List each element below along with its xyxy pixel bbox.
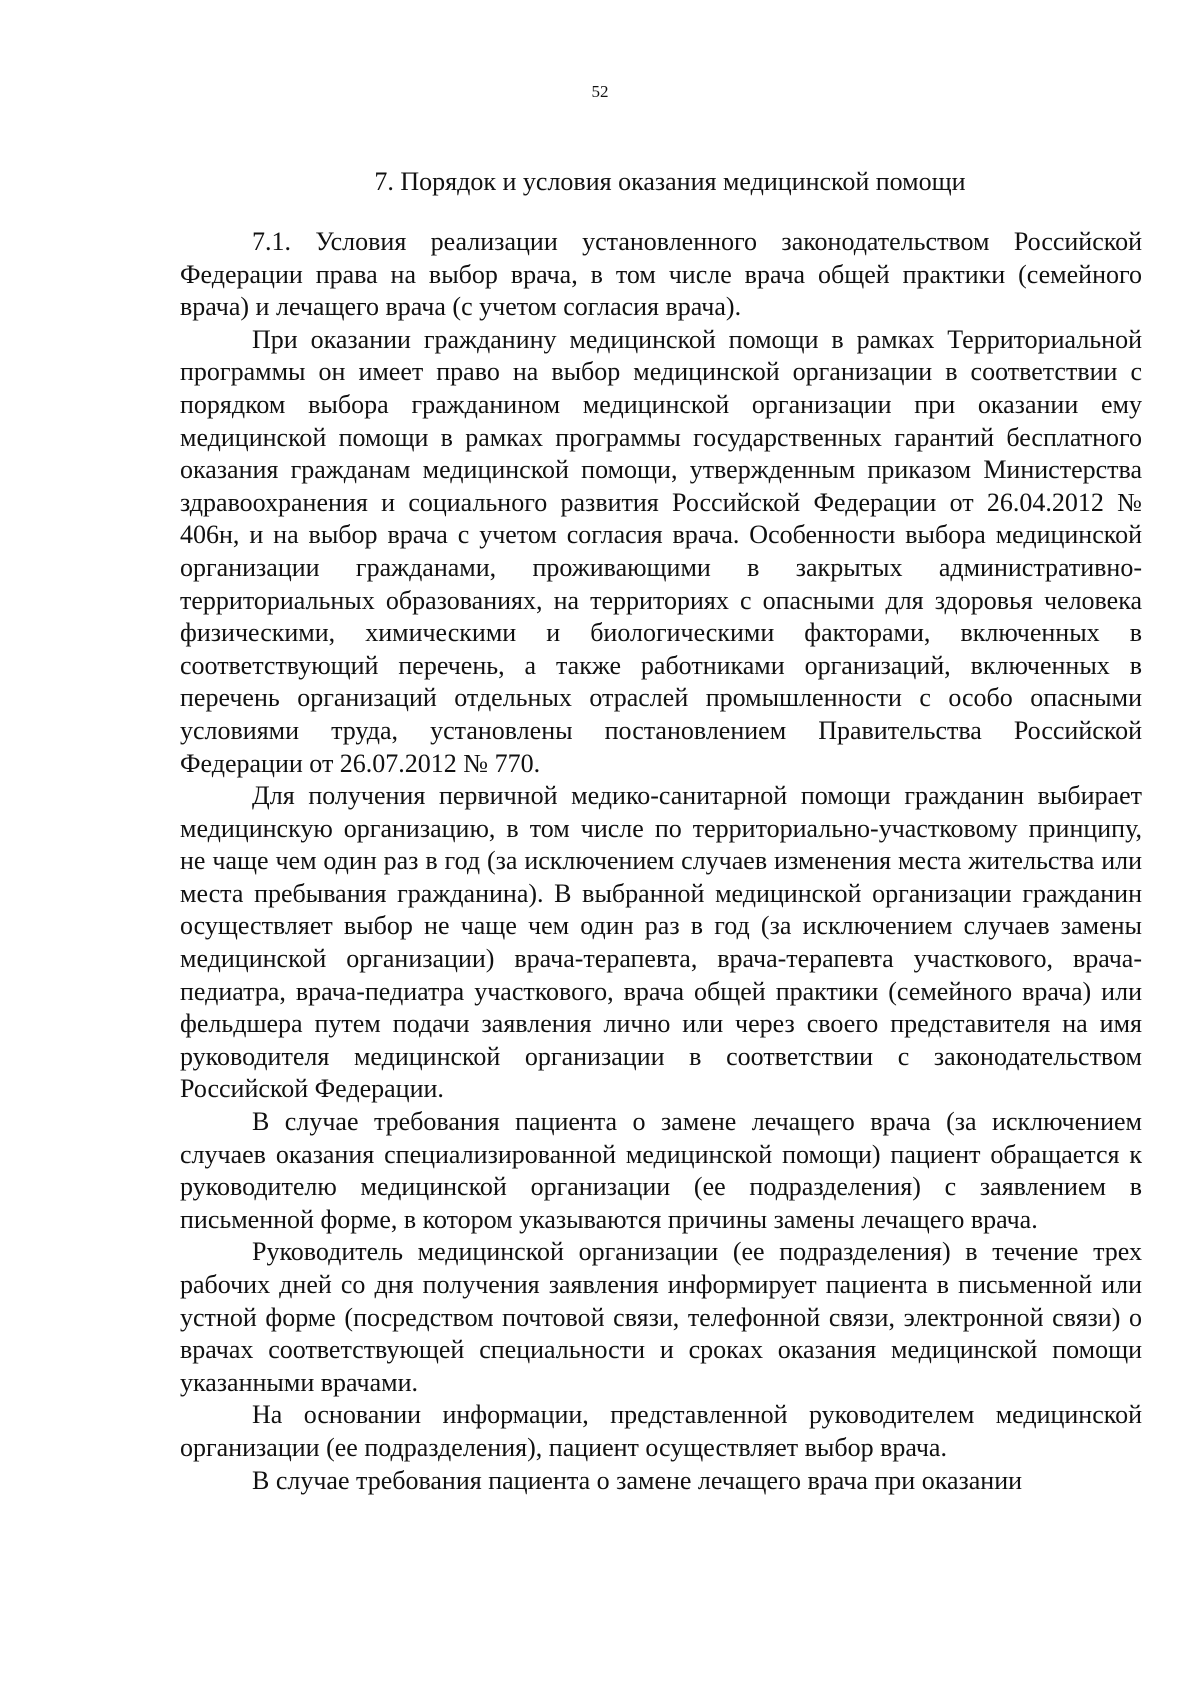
document-body	[180, 226, 1142, 1497]
page-number: 52	[591, 82, 609, 101]
paragraph-choice-of-organization: При оказании гражданину медицинской помощи в рамках Территориальной программы он имеет право на выбор медицинской организации в соответствии с порядком выбора гражданином медицинской организации при оказании ему медицинской помощи в рамках программы государственных гарантий бесплатного оказания гражданам медицинской помощи, утвержденным приказом Министерства здравоохранения и социального развития Российской Федерации от 26.04.2012 № 406н, и на выбор врача с учетом согласия врача. Особенности выбора медицинской организации гражданами, проживающими в закрытых административно-территориальных образованиях, на территориях с опасными для здоровья человека физическими, химическими и биологическими факторами, включенных в соответствующий перечень, а также работниками организаций, включенных в перечень организаций отдельных отраслей промышленности с особо опасными условиями труда, установлены постановлением Правительства Российской Федерации от 26.07.2012 № 770.	[180, 324, 1142, 778]
section-title: 7. Порядок и условия оказания медицинской помощи	[374, 167, 966, 196]
paragraph-primary-care-choice: Для получения первичной медико-санитарной помощи гражданин выбирает медицинскую организацию, в том числе по территориально-участковому принципу, не чаще чем один раз в год (за исключением случаев изменения места жительства или места пребывания гражданина). В выбранной медицинской организации гражданин осуществляет выбор не чаще чем один раз в год (за исключением случаев замены медицинской организации) врача-терапевта, врача-терапевта участкового, врача-педиатра, врача-педиатра участкового, врача общей практики (семейного врача) или фельдшера путем подачи заявления лично или через своего представителя на имя руководителя медицинской организации в соответствии с законодательством Российской Федерации.	[180, 781, 1142, 1104]
paragraph-head-informs-patient: Руководитель медицинской организации (ее подразделения) в течение трех рабочих дней со дня получения заявления информирует пациента в письменной или устной форме (посредством почтовой связи, телефонной связи, электронной связи) о врачах соответствующей специальности и сроках оказания медицинской помощи указанными врачами.	[180, 1237, 1142, 1397]
paragraph-replacement-during-care: В случае требования пациента о замене лечащего врача при оказании	[252, 1465, 1023, 1495]
paragraph-doctor-replacement-request: В случае требования пациента о замене лечащего врача (за исключением случаев оказания специализированной медицинской помощи) пациент обращается к руководителю медицинской организации (ее подразделения) с заявлением в письменной форме, в котором указываются причины замены лечащего врача.	[180, 1107, 1142, 1234]
paragraph-7-1: 7.1. Условия реализации установленного законодательством Российской Федерации права на выбор врача, в том числе врача общей практики (семейного врача) и лечащего врача (с учетом согласия врача).	[180, 227, 1142, 322]
paragraph-patient-chooses-doctor: На основании информации, представленной руководителем медицинской организации (ее подразделения), пациент осуществляет выбор врача.	[180, 1400, 1142, 1462]
